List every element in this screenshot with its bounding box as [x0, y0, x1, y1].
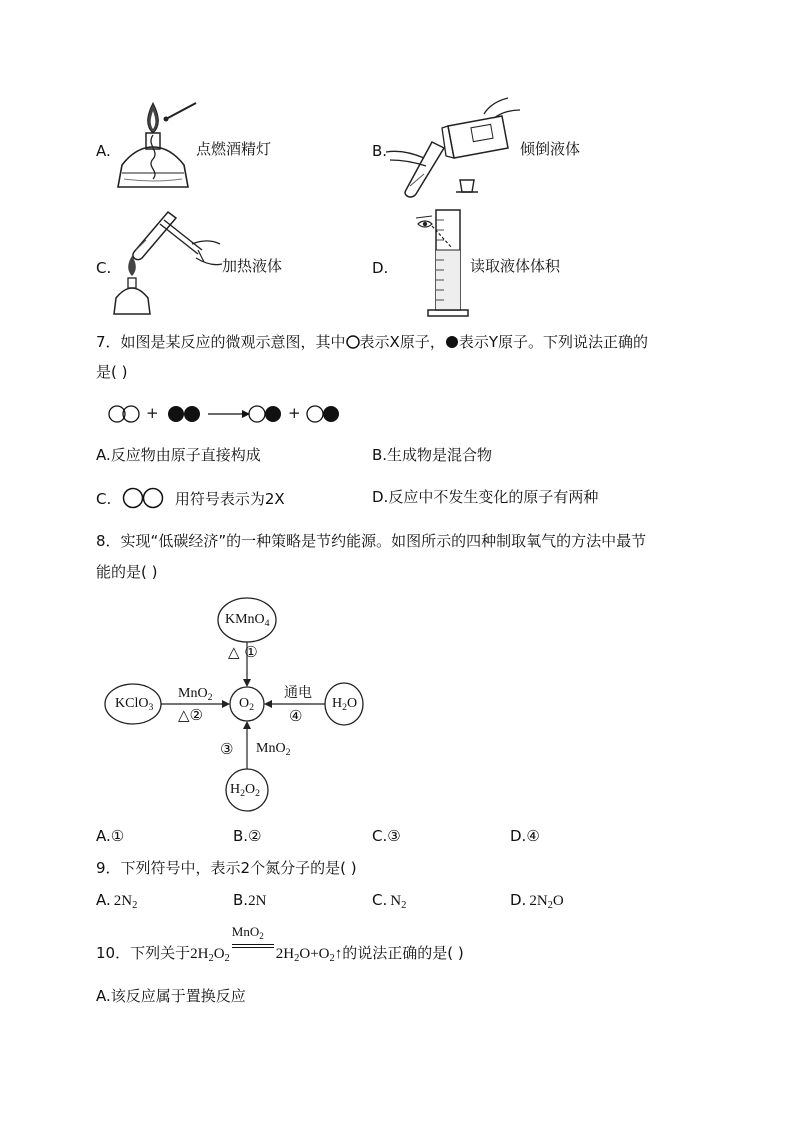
q8-option-a: A.① [96, 827, 125, 845]
alcohol-lamp-lighting-illustration [110, 95, 200, 195]
plus-sign: + [288, 404, 301, 422]
q8-option-c: C.③ [372, 827, 401, 845]
option-caption: 点燃酒精灯 [196, 140, 272, 158]
option-letter: C. [96, 259, 112, 277]
option-letter: D. [372, 259, 389, 277]
node-h2o: $H_2O$ [332, 696, 358, 713]
q7-option-b: B.生成物是混合物 [372, 446, 493, 464]
option-caption: 倾倒液体 [520, 140, 581, 158]
label-path-4-condition: 通电 [284, 685, 312, 701]
q8-stem-line1: 8．实现“低碳经济”的一种策略是节约能源。如图所示的四种制取氧气的方法中最节 [96, 532, 647, 550]
node-kclo3: KClO$_3$ [115, 696, 154, 713]
q9-option-d: D. $2N_2O$ [510, 891, 564, 911]
q10-stem: 10．下列关于$2H_2O_2$ MnO$_2$ $2H_2O+O_2↑$的说法正确的是( ) [96, 924, 464, 964]
plus-sign: + [146, 404, 159, 422]
q9-option-a: A. $2N_2$ [96, 891, 138, 911]
option-letter: A. [96, 142, 111, 160]
label-path-2: △② [178, 706, 203, 724]
heating-liquid-illustration [106, 202, 222, 318]
node-h2o2: $H_2O_2$ [230, 782, 261, 799]
option-letter: B. [372, 142, 388, 160]
node-o2: $O_2$ [239, 696, 255, 713]
label-path-2-catalyst: MnO$_2$ [178, 686, 213, 703]
q8-stem-line2: 能的是( ) [96, 563, 158, 581]
graduated-cylinder-reading-illustration [414, 206, 474, 320]
q10-option-a: A.该反应属于置换反应 [96, 987, 246, 1005]
option-caption: 读取液体体积 [470, 257, 561, 275]
label-path-1: △ ① [228, 643, 258, 661]
q7-reaction-diagram [108, 402, 348, 426]
equation-reactant: $2H_2O_2$ [190, 946, 230, 964]
label-path-3-catalyst: MnO$_2$ [256, 741, 291, 758]
label-path-3: ③ [220, 740, 234, 758]
q9-option-c: C. $N_2$ [372, 891, 407, 911]
q7-option-a: A.反应物由原子直接构成 [96, 446, 261, 464]
node-kmno4: KMnO$_4$ [225, 612, 270, 629]
q7-stem-line1: 7．如图是某反应的微观示意图，其中 表示X原子， 表示Y原子。下列说法正确的 [96, 333, 648, 351]
label-path-4: ④ [289, 707, 303, 725]
q9-stem: 9．下列符号中，表示2个氮分子的是( ) [96, 859, 357, 877]
pouring-liquid-illustration [384, 96, 524, 200]
q7-stem-line2: 是( ) [96, 363, 128, 381]
option-caption: 加热液体 [222, 257, 283, 275]
q8-option-b: B.② [233, 827, 262, 845]
q7-option-c: C. 用符号表示为2X [96, 487, 285, 509]
q7-option-d: D.反应中不发生变化的原子有两种 [372, 488, 599, 506]
equation-condition: MnO$_2$ [230, 938, 276, 958]
filled-circle-icon [445, 335, 459, 349]
equation-products: $2H_2O+O_2↑$ [275, 946, 343, 964]
q9-option-b: B.2N [233, 891, 267, 909]
two-open-circles-icon [122, 487, 164, 509]
q8-option-d: D.④ [510, 827, 540, 845]
open-circle-icon [346, 335, 360, 349]
